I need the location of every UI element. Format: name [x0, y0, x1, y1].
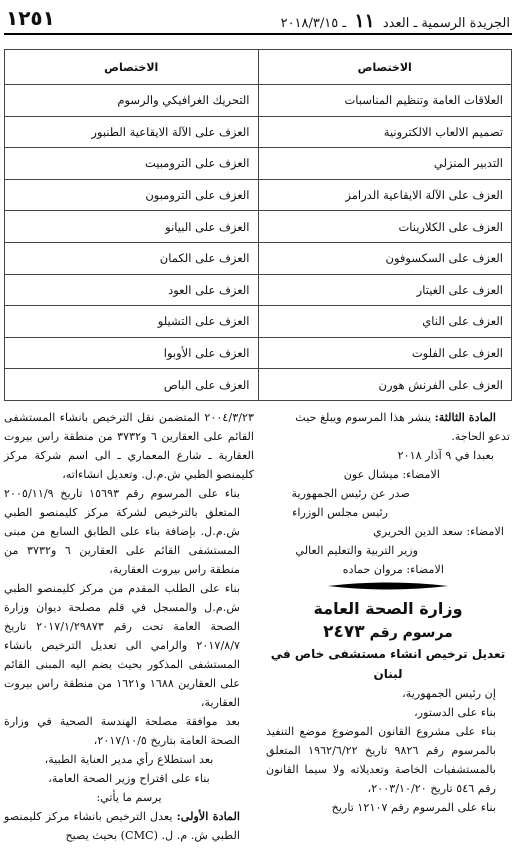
- president-signature: الامضاء: ميشال عون: [343, 468, 440, 481]
- page-number: ١٢٥١: [6, 6, 55, 30]
- preamble-line: بعد استطلاع رأي مدير العناية الطبية،: [44, 753, 214, 766]
- preamble-paragraph: بناء على المرسوم رقم ١٥٦٩٣ تاريخ ٢٠٠٥/١١/٩ المتعلق بالترخيص لشركة مركز كليمنصو الطبي ش.م.ل. بإضافة بناء على الطابق السابع من مبنى المستشفى القائم على العقارين ٦ و٣٧٣٢ من منطقة راس بيروت العقارية،: [4, 487, 241, 576]
- article-label: المادة الأولى:: [176, 809, 241, 823]
- article-text: ينشر هذا المرسوم ويبلغ حيث: [295, 411, 432, 424]
- decree-label: مرسوم رقم: [369, 625, 453, 641]
- table-cell: العزف على الترومبون: [5, 179, 259, 211]
- decree-formula: يرسم ما يأتي:: [96, 791, 162, 804]
- table-cell: العزف على الناي: [258, 306, 512, 338]
- column-header: الاختصاص: [5, 50, 259, 85]
- table-cell: العزف على الفرنش هورن: [258, 369, 512, 401]
- table-row: [5, 179, 512, 211]
- column-header: الاختصاص: [258, 50, 512, 85]
- header-rule: [4, 33, 512, 35]
- decree-number: ٢٤٧٣: [323, 622, 365, 642]
- article-one: [4, 807, 254, 845]
- table-cell: التدبير المنزلي: [258, 148, 512, 180]
- page-header: [6, 6, 510, 32]
- decree-subject: تعديل ترخيص انشاء مستشفى خاص في لبنان: [270, 647, 506, 681]
- table-row: [5, 242, 512, 274]
- issue-number: ١١: [354, 10, 375, 32]
- minister-signature: الامضاء: مروان حماده: [342, 563, 444, 576]
- section-divider: [266, 579, 510, 593]
- issued-by: صدر عن رئيس الجمهورية: [291, 487, 410, 500]
- table-cell: العزف على العود: [5, 274, 259, 306]
- table-cell: العزف على الآلة الايقاعية الطنبور: [5, 116, 259, 148]
- table-cell: العزف على السكسوفون: [258, 242, 512, 274]
- table-row: [5, 337, 512, 369]
- minister-title: وزير التربية والتعليم العالي: [295, 544, 418, 557]
- table-cell: التحريك الغرافيكي والرسوم: [5, 85, 259, 117]
- table-cell: العزف على الباص: [5, 369, 259, 401]
- decree-heading: [266, 621, 510, 644]
- table-cell: العزف على الآلة الايقاعية الدرامز: [258, 179, 512, 211]
- article-label: المادة الثالثة:: [434, 410, 496, 424]
- pm-signature: الامضاء: سعد الدين الحريري: [373, 525, 504, 538]
- table-cell: العزف على الغيتار: [258, 274, 512, 306]
- right-column: [266, 408, 510, 817]
- table-row: [5, 369, 512, 401]
- preamble-paragraph: بناء على المرسوم رقم ١٢١٠٧ تاريخ: [331, 801, 496, 814]
- table-header-row: [5, 50, 512, 85]
- table-row: [5, 148, 512, 180]
- table-cell: العلاقات العامة وتنظيم المناسبات: [258, 85, 512, 117]
- table-cell: العزف على البيانو: [5, 211, 259, 243]
- table-row: [5, 306, 512, 338]
- table-cell: العزف على الفلوت: [258, 337, 512, 369]
- table-row: [5, 116, 512, 148]
- table-cell: العزف على الأوبوا: [5, 337, 259, 369]
- table-row: [5, 85, 512, 117]
- specialties-table: [4, 49, 512, 401]
- issue-date: ـ ٢٠١٨/٣/١٥: [280, 16, 347, 31]
- article-three: [266, 408, 510, 427]
- preamble-paragraph: بناء على الطلب المقدم من مركز كليمنصو الطبي ش.م.ل والمسجل في قلم مصلحة ديوان وزارة الصحة العامة تحت رقم ٢٠١٧/١/٢٩٨٧٣ تاريخ ٢٠١٧/٨/٧ والرامي الى تعديل الترخيص بانشاء المستشفى المذكور بحيث يضم اليه المبنى القائم على العقارين ١٦٨٨ و١٦٢١ من منطقة راس بيروت العقارية،: [4, 582, 240, 709]
- table-cell: العزف على الكمان: [5, 242, 259, 274]
- preamble-paragraph: بناء على مشروع القانون الموضوع موضع التنفيذ بالمرسوم رقم ٩٨٢٦ تاريخ ١٩٦٢/٦/٢٢ المتعلق بالمستشفيات الخاصة وتعديلاته ولا سيما القانون رقم ٥٤٦ تاريخ ٢٠٠٣/١٠/٢٠،: [266, 725, 496, 795]
- table-cell: العزف على الترومبيت: [5, 148, 259, 180]
- preamble-line: بناء على الدستور،: [414, 706, 496, 719]
- preamble-line: بناء على اقتراح وزير الصحة العامة،: [48, 772, 210, 785]
- preamble-paragraph: بعد موافقة مصلحة الهندسة الصحية في وزارة الصحة العامة بتاريخ ٢٠١٧/١٠/٥،: [4, 715, 240, 747]
- table-cell: العزف على الكلارينات: [258, 211, 512, 243]
- header-title: [281, 10, 510, 32]
- table-cell: العزف على التشيلو: [5, 306, 259, 338]
- pm-title: رئيس مجلس الوزراء: [292, 506, 388, 519]
- article-text-cont: تدعو الحاجة.: [451, 430, 510, 443]
- left-column: [4, 408, 254, 845]
- preamble-paragraph: ٢٠٠٤/٣/٢٣ المتضمن نقل الترخيص بانشاء المستشفى القائم على العقارين ٦ و٣٧٣٢ من منطقة راس بيروت العقارية ـ شارع المعماري ـ الى اسم شركة مركز كليمنصو الطبي ش.م.ل. وتعديل انشاءاته،: [4, 411, 255, 481]
- table-cell: تصميم الالعاب الالكترونية: [258, 116, 512, 148]
- ministry-heading: وزارة الصحة العامة: [313, 599, 463, 618]
- table-row: [5, 274, 512, 306]
- table-row: [5, 211, 512, 243]
- gazette-name: الجريدة الرسمية ـ العدد: [382, 16, 510, 31]
- article-text: يعدل الترخيص بانشاء مركز كليمنصو الطبي ش. م. ل. (CMC) بحيث يصبح: [4, 810, 240, 842]
- signing-date: بعبدا في ٩ آذار ٢٠١٨: [397, 449, 494, 462]
- preamble-line: إن رئيس الجمهورية،: [402, 687, 496, 700]
